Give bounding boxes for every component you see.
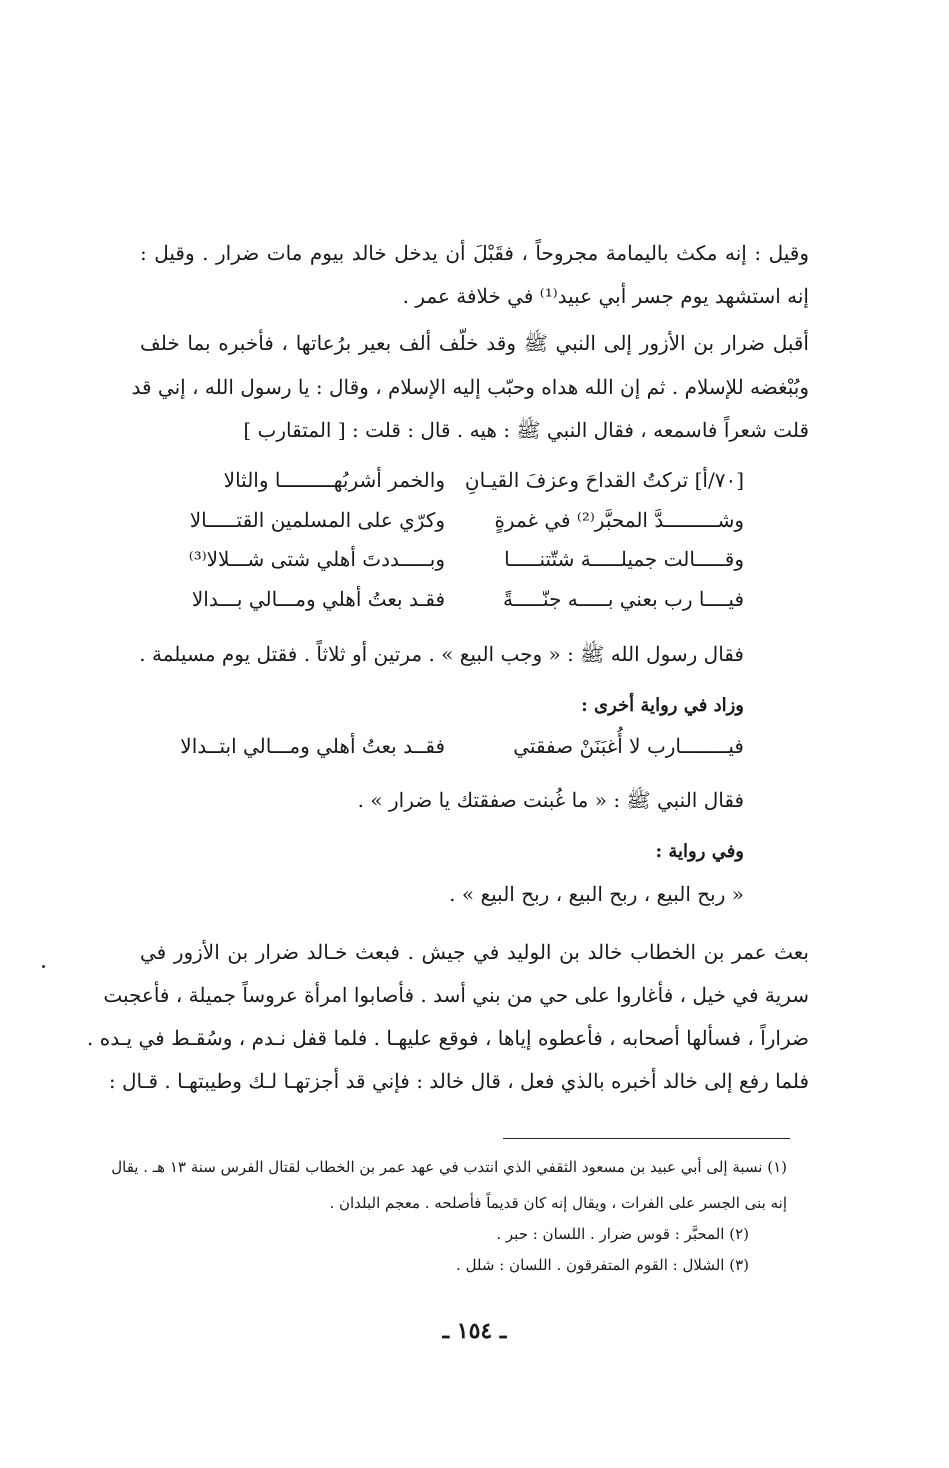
- para1-line-2: إنه استشهد يوم جسر أبي عبيد⁽¹⁾ في خلافة عمر .: [402, 284, 809, 308]
- narration-heading: وفي رواية :: [655, 841, 744, 862]
- verse-4-second-hemistich: فقـد بعتُ أهلي ومـــالي بـــدالا: [191, 587, 445, 611]
- extra-verse-second-hemistich: فقــد بعتُ أهلي ومـــالي ابتــدالا: [180, 734, 445, 758]
- para2-line-3: قلت شعراً فاسمعه ، فقال النبي ﷺ : هيه . قال : قلت : [ المتقارب ]: [243, 418, 809, 442]
- para2-line-1: أقبل ضرار بن الأزور إلى النبي ﷺ وقد خلّف ألف بعير برُعاتها ، فأخبره بما خلف: [140, 331, 809, 355]
- footnote-1-line-2: إنه بنى الجسر على الفرات ، ويقال إنه كان قديماً فأصلحه . معجم البلدان .: [329, 1194, 787, 1212]
- prophet-reply: فقال النبي ﷺ : « ما غُبنت صفقتك يا ضرار » .: [357, 788, 744, 812]
- verse-1-second-hemistich: والخمر أشربُهـــــــــا والثالا: [223, 468, 445, 492]
- after-poem-text: فقال رسول الله ﷺ : « وجب البيع » . مرتين أو ثلاثاً . فقتل يوم مسيلمة .: [139, 642, 744, 666]
- para1-line-1: وقيل : إنه مكث باليمامة مجروحاً ، فقَبْلَ أن يدخل خالد بيوم مات ضرار . وقيل :: [140, 241, 809, 265]
- footnote-1-line-1: (١) نسبة إلى أبي عبيد بن مسعود الثقفي الذي انتدب في عهد عمر بن الخطاب لقتال الفرس سنة ١٣ هـ . يقال: [111, 1158, 787, 1176]
- footnote-3: (٣) الشلال : القوم المتفرقون . اللسان : شلل .: [456, 1256, 749, 1274]
- verse-3-first-hemistich: وقـــــالت جميلـــــة شتّتنـــــا: [504, 547, 744, 571]
- verse-4-first-hemistich: فيــــا رب بعني بـــــه جنّـــــةً: [503, 587, 744, 611]
- para3-line-2: سرية في خيل ، فأغاروا على حي من بني أسد . فأصابوا امرأة عروساً جميلة ، فأعجبت: [103, 983, 809, 1007]
- other-narration-heading: وزاد في رواية أخرى :: [581, 695, 744, 716]
- narration-text: « ربح البيع ، ربح البيع ، ربح البيع » .: [449, 882, 744, 906]
- extra-verse-first-hemistich: فيــــــــارب لا أُغبَنَنْ صفقتي: [513, 734, 744, 758]
- para3-line-1: بعث عمر بن الخطاب خالد بن الوليد في جيش . فبعث خـالد ضرار بن الأزور في: [140, 940, 809, 964]
- footnote-2: (٢) المحبَّر : قوس ضرار . اللسان : حبر .: [496, 1225, 749, 1243]
- para3-line-4: فلما رفع إلى خالد أخبره بالذي فعل ، قال خالد : فإني قد أجزتهـا لـك وطيبتهـا . قـال :: [108, 1069, 809, 1093]
- para3-line-3: ضراراً ، فسألها أصحابه ، فأعطوه إياها ، فوقع عليهـا . فلما قفل نـدم ، وسُقـط في يـده .: [87, 1026, 809, 1050]
- footnote-separator: [503, 1138, 790, 1139]
- verse-1-first-hemistich: [٧٠/أ] تركتُ القداحَ وعزفَ القيـانِ: [464, 468, 744, 492]
- verse-3-second-hemistich: وبـــــددتَ أهلي شتى شـــلالا⁽³⁾: [188, 547, 445, 571]
- margin-mark: [42, 965, 45, 968]
- page-number: ـ ١٥٤ ـ: [442, 1318, 507, 1344]
- para2-line-2: وبُبْغضه للإسلام . ثم إن الله هداه وحبّب إليه الإسلام ، وقال : يا رسول الله ، إني قد: [131, 375, 809, 399]
- verse-2-first-hemistich: وشـــــــــدَّ المحبَّر⁽²⁾ في غمرةٍ: [494, 508, 744, 532]
- verse-2-second-hemistich: وكرّي على المسلمين القتـــــالا: [189, 508, 445, 532]
